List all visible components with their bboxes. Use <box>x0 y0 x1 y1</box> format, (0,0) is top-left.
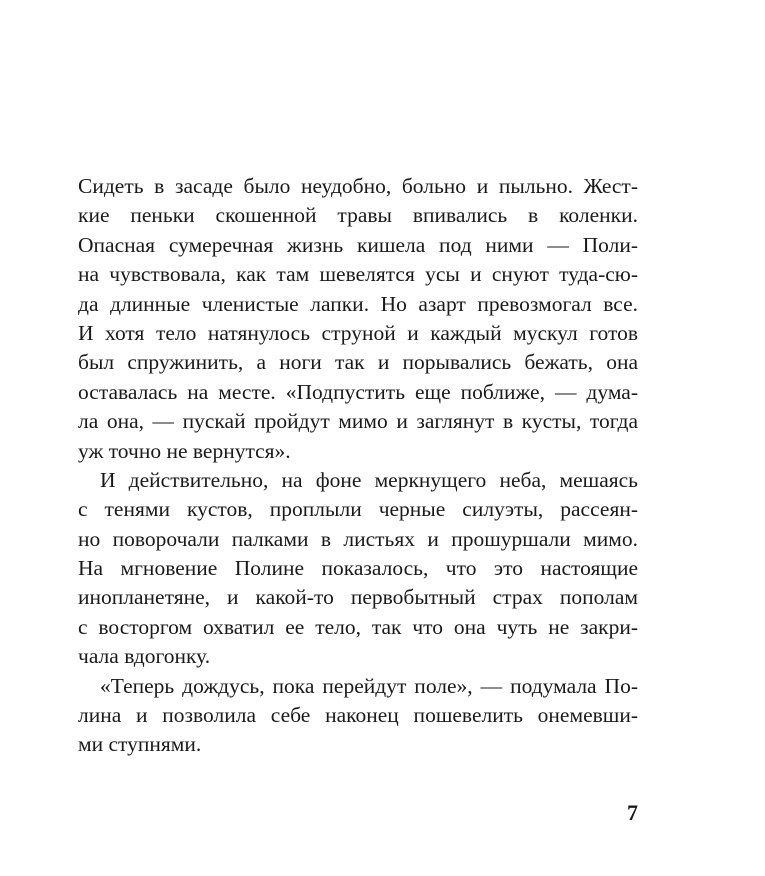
text-line: И хотя тело натянулось струной и каждый мускул готов <box>78 320 638 345</box>
text-line: на чувствовала, как там шевелятся усы и снуют туда-сю- <box>78 262 638 287</box>
text-line: с восторгом охватил ее тело, так что она чуть не закри- <box>78 614 638 639</box>
text-line: «Теперь дождусь, пока перейдут поле», — подумала По- <box>100 673 638 698</box>
paragraph-1 <box>78 172 638 466</box>
text-line: уж точно не вернутся». <box>78 438 291 463</box>
text-line: ми ступнями. <box>78 732 202 757</box>
text-line: инопланетяне, и какой-то первобытный страх пополам <box>78 585 638 610</box>
text-line: оставалась на месте. «Подпустить еще поближе, — дума- <box>78 379 638 404</box>
page-number: 7 <box>627 800 638 825</box>
text-line: ла она, — пускай пройдут мимо и заглянут в кусты, тогда <box>78 409 638 434</box>
text-line: кие пеньки скошенной травы впивались в коленки. <box>78 203 638 228</box>
text-line: да длинные членистые лапки. Но азарт превозмогал все. <box>78 291 638 316</box>
text-line: чала вдогонку. <box>78 644 211 669</box>
text-line: с тенями кустов, проплыли черные силуэты, рассеян- <box>78 497 638 522</box>
text-line: но поворочали палками в листьях и прошуршали мимо. <box>78 526 638 551</box>
text-line: И действительно, на фоне меркнущего неба, мешаясь <box>100 467 638 492</box>
paragraph-2 <box>78 466 638 672</box>
text-line: Сидеть в засаде было неудобно, больно и пыльно. Жест- <box>78 174 638 198</box>
text-line: На мгновение Полине показалось, что это настоящие <box>78 556 638 581</box>
paragraph-3 <box>78 672 638 760</box>
body-text <box>78 172 638 760</box>
text-line: лина и позволила себе наконец пошевелить онемевши- <box>78 703 638 728</box>
text-line: Опасная сумеречная жизнь кишела под ними — Поли- <box>78 232 638 257</box>
text-line: был спружинить, а ноги так и порывались бежать, она <box>78 350 638 375</box>
